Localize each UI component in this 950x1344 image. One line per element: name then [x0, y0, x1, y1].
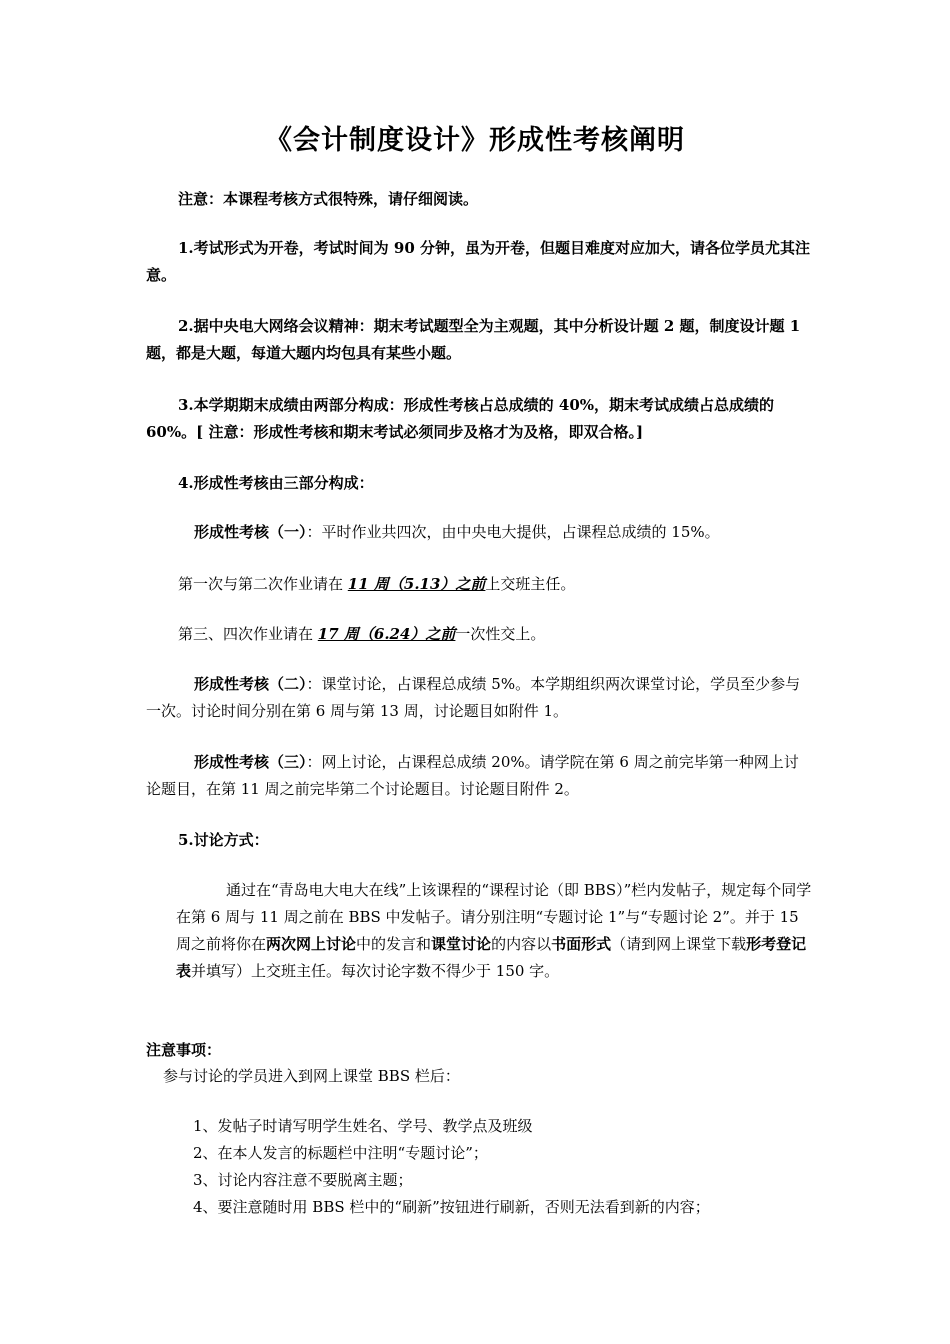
assessment-3-label: 形成性考核（三）: [194, 753, 307, 771]
homework-1-post: 上交班主任。: [485, 575, 576, 593]
homework-1-deadline: 11 周（5.13）之前: [347, 575, 486, 593]
notes-item-4: 4、要注意随时用 BBS 栏中的“刷新”按钮进行刷新，否则无法看到新的内容；: [193, 1198, 710, 1216]
method-bold-3: 书面形式: [551, 935, 612, 953]
discussion-method-paragraph: [176, 877, 816, 985]
method-bold-4: 形考登记表: [176, 935, 807, 980]
assessment-3-paragraph: [146, 749, 810, 803]
notes-item-1: 1、发帖子时请写明学生姓名、学号、教学点及班级: [193, 1117, 533, 1135]
method-text-1: 通过在“青岛电大电大在线”上该课程的“课程讨论（即 BBS）”栏内发帖子，规定每个同学在第 6 周与 11 周之前在 BBS 中发帖子。请分别注明“专题讨论 1”与“专题讨论 2”。并于 15 周之前将你在: [176, 881, 812, 953]
homework-2-post: 一次性交上。: [455, 625, 546, 643]
assessment-2-label: 形成性考核（二）: [194, 675, 307, 693]
assessment-1-text: ：平时作业共四次，由中央电大提供，占课程总成绩的 15%。: [306, 523, 720, 541]
notes-heading: 注意事项：: [146, 1041, 222, 1059]
method-text-2: 中的发言和: [356, 935, 432, 953]
notice-paragraph: 注意：本课程考核方式很特殊，请仔细阅读。: [178, 190, 479, 208]
homework-1-pre: 第一次与第二次作业请在: [178, 575, 348, 593]
homework-2-pre: 第三、四次作业请在: [178, 625, 318, 643]
method-bold-2: 课堂讨论: [431, 935, 492, 953]
item-2-paragraph: 2.据中央电大网络会议精神：期末考试题型全为主观题，其中分析设计题 2 题，制度设计题 1 题，都是大题，每道大题内均包具有某些小题。: [146, 317, 801, 362]
assessment-2-paragraph: [146, 671, 810, 725]
notes-item-2: 2、在本人发言的标题栏中注明“专题讨论”；: [193, 1144, 488, 1162]
method-text-3: 的内容以: [491, 935, 552, 953]
notes-intro: 参与讨论的学员进入到网上课堂 BBS 栏后：: [163, 1067, 460, 1085]
page-title: 《会计制度设计》形成性考核阐明: [265, 125, 685, 156]
assessment-3-text: ：网上讨论，占课程总成绩 20%。请学院在第 6 周之前完毕第一种网上讨论题目，在第 11 周之前完毕第二个讨论题目。讨论题目附件 2。: [146, 753, 799, 798]
method-text-4: （请到网上课堂下载: [611, 935, 747, 953]
item-4-paragraph: 4.形成性考核由三部分构成：: [178, 474, 374, 492]
homework-deadline-1: [146, 571, 810, 598]
method-bold-1: 两次网上讨论: [266, 935, 357, 953]
item-5-paragraph: 5.讨论方式：: [178, 831, 269, 849]
assessment-1-paragraph: [146, 519, 810, 546]
method-text-5: 并填写）上交班主任。每次讨论字数不得少于 150 字。: [191, 962, 560, 980]
homework-2-deadline: 17 周（6.24）之前: [317, 625, 456, 643]
homework-deadline-2: [146, 621, 810, 648]
item-1-paragraph: 1.考试形式为开卷，考试时间为 90 分钟，虽为开卷，但题目难度对应加大，请各位学员尤其注意。: [146, 239, 810, 284]
notes-item-3: 3、讨论内容注意不要脱离主题；: [193, 1171, 413, 1189]
assessment-1-label: 形成性考核（一）: [194, 523, 307, 541]
assessment-2-text: ：课堂讨论，占课程总成绩 5%。本学期组织两次课堂讨论，学员至少参与一次。讨论时间分别在第 6 周与第 13 周，讨论题目如附件 1。: [146, 675, 801, 720]
item-3-paragraph: 3.本学期期末成绩由两部分构成：形成性考核占总成绩的 40%，期末考试成绩占总成绩的 60%。[ 注意：形成性考核和期末考试必须同步及格才为及格，即双合格。]: [146, 396, 775, 441]
